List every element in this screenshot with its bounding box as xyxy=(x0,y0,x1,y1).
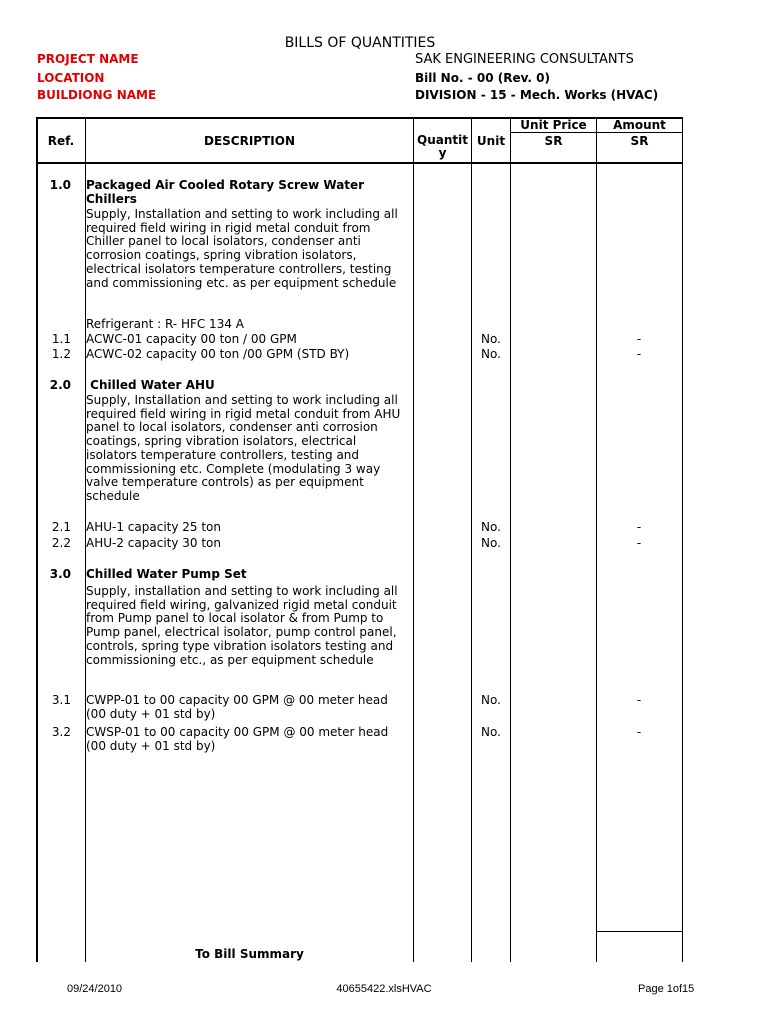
section-description xyxy=(86,208,412,290)
description-line: Chiller panel to local isolators, condenser anti xyxy=(86,234,361,249)
description-line: required field wiring in rigid metal conduit from xyxy=(86,220,371,235)
section-ref: 1.0 xyxy=(49,178,71,192)
total-cell-top xyxy=(596,931,683,932)
item-description: AHU-1 capacity 25 ton xyxy=(86,520,222,534)
section-ref: 2.0 xyxy=(49,378,71,392)
description-line: valve temperature controls) as per equipment xyxy=(86,475,364,490)
building-name-label: BUILDIONG NAME xyxy=(37,88,157,102)
col-quantity-line2: y xyxy=(438,146,447,160)
item-unit: No. xyxy=(481,332,501,346)
item-unit: No. xyxy=(481,520,501,534)
location-label: LOCATION xyxy=(37,71,105,85)
item-description-line: (00 duty + 01 std by) xyxy=(86,738,216,753)
col-ref: Ref. xyxy=(47,134,75,148)
col-divider-desc xyxy=(413,117,414,962)
section-description xyxy=(86,585,412,667)
item-amount: - xyxy=(636,725,642,739)
section-ref: 3.0 xyxy=(49,567,71,581)
item-amount: - xyxy=(636,347,642,361)
description-line: Supply, installation and setting to work including all xyxy=(86,584,398,598)
table-header-divider xyxy=(36,162,683,164)
description-line: commissioning etc., as per equipment schedule xyxy=(86,652,374,667)
description-line: Supply, Installation and setting to work including all xyxy=(86,393,398,407)
description-line: coatings, spring vibration isolators, electrical xyxy=(86,434,357,449)
item-amount: - xyxy=(636,332,642,346)
description-line: schedule xyxy=(86,488,140,503)
footer-file: 40655422.xlsHVAC xyxy=(336,983,432,995)
section-title: Chilled Water AHU xyxy=(86,378,215,392)
col-unit-price: Unit Price xyxy=(520,118,587,132)
description-line: isolators temperature controllers, testing and xyxy=(86,447,360,462)
section-description xyxy=(86,394,412,504)
col-unit-price-currency: SR xyxy=(544,134,563,148)
item-description: ACWC-01 capacity 00 ton / 00 GPM xyxy=(86,332,297,346)
description-line: corrosion coatings, spring vibration isolators, xyxy=(86,248,357,263)
description-line: and commissioning etc. as per equipment schedule xyxy=(86,275,397,290)
item-ref: 3.1 xyxy=(51,693,71,707)
item-amount: - xyxy=(636,536,642,550)
col-amount-currency: SR xyxy=(630,134,649,148)
to-bill-summary: To Bill Summary xyxy=(195,947,304,961)
col-quantity xyxy=(414,134,471,160)
description-line: required field wiring in rigid metal conduit from AHU xyxy=(86,406,401,421)
item-ref: 1.1 xyxy=(51,332,71,346)
section-title-line: Chillers xyxy=(86,191,137,206)
refrigerant-note: Refrigerant : R- HFC 134 A xyxy=(86,317,244,331)
item-ref: 2.2 xyxy=(51,536,71,550)
item-amount: - xyxy=(636,693,642,707)
document-title: BILLS OF QUANTITIES xyxy=(284,35,436,51)
col-description: DESCRIPTION xyxy=(203,134,295,148)
description-line: Supply, Installation and setting to work including all xyxy=(86,207,398,221)
description-line: from Pump panel to local isolator & from Pump to xyxy=(86,611,384,626)
bill-number: Bill No. - 00 (Rev. 0) xyxy=(415,71,550,85)
table-border-right xyxy=(682,117,683,962)
item-description-line: CWPP-01 to 00 capacity 00 GPM @ 00 meter head xyxy=(86,693,388,707)
item-description-line: CWSP-01 to 00 capacity 00 GPM @ 00 meter head xyxy=(86,725,389,739)
col-amount: Amount xyxy=(613,118,666,132)
description-line: panel to local isolators, condenser anti corrosion xyxy=(86,420,378,435)
consultant-name: SAK ENGINEERING CONSULTANTS xyxy=(415,52,634,67)
item-unit: No. xyxy=(481,536,501,550)
item-unit: No. xyxy=(481,725,501,739)
description-line: controls, spring type vibration isolators testing and xyxy=(86,638,394,653)
description-line: Pump panel, electrical isolator, pump control panel, xyxy=(86,625,397,640)
project-name-label: PROJECT NAME xyxy=(37,52,139,66)
description-line: commissioning etc. Complete (modulating 3 way xyxy=(86,461,381,476)
col-quantity-line1: Quantit xyxy=(417,133,468,147)
item-ref: 1.2 xyxy=(51,347,71,361)
item-unit: No. xyxy=(481,347,501,361)
item-description xyxy=(86,694,412,721)
footer-date: 09/24/2010 xyxy=(67,983,123,995)
col-divider-unit xyxy=(510,117,511,962)
item-unit: No. xyxy=(481,693,501,707)
item-amount: - xyxy=(636,520,642,534)
footer-page: Page 1of15 xyxy=(638,983,695,995)
description-line: required field wiring, galvanized rigid metal conduit xyxy=(86,597,397,612)
item-description: ACWC-02 capacity 00 ton /00 GPM (STD BY) xyxy=(86,347,350,361)
section-title-line: Packaged Air Cooled Rotary Screw Water xyxy=(86,178,365,192)
item-description-line: (00 duty + 01 std by) xyxy=(86,706,216,721)
section-title: Chilled Water Pump Set xyxy=(86,567,247,581)
col-unit: Unit xyxy=(476,134,506,148)
description-line: electrical isolators temperature controllers, testing xyxy=(86,261,392,276)
item-description xyxy=(86,726,412,753)
item-ref: 2.1 xyxy=(51,520,71,534)
division-name: DIVISION - 15 - Mech. Works (HVAC) xyxy=(415,88,659,102)
item-description: AHU-2 capacity 30 ton xyxy=(86,536,222,550)
section-title xyxy=(86,179,412,206)
item-ref: 3.2 xyxy=(51,725,71,739)
